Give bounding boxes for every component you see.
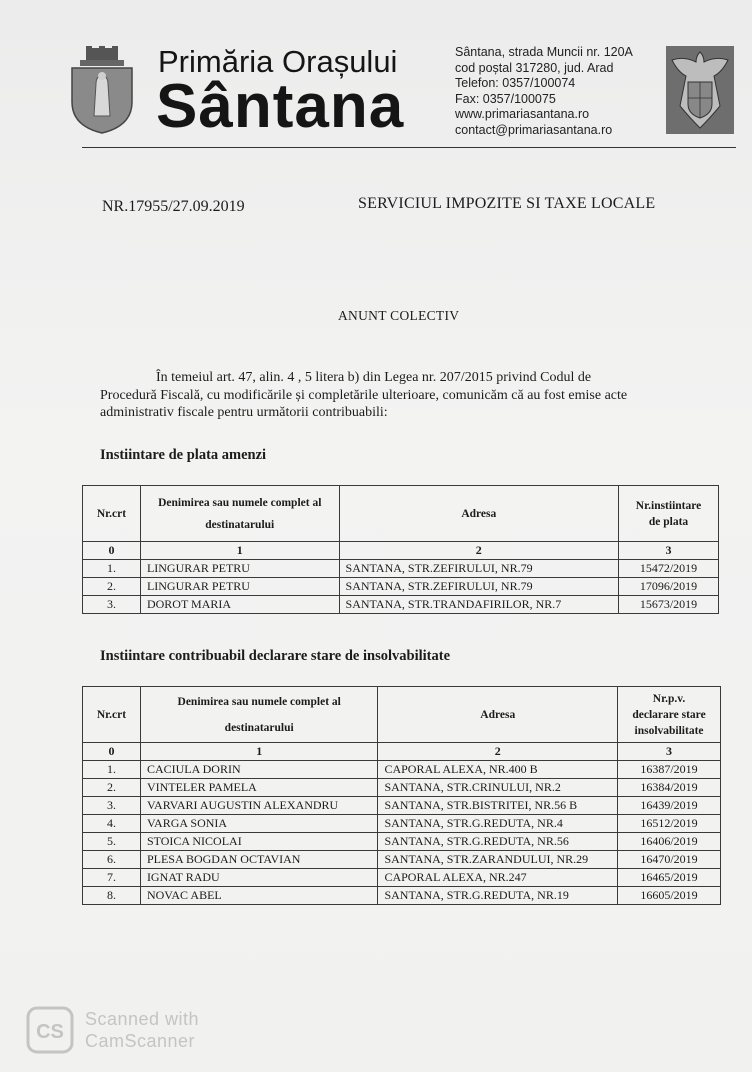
index-cell: 3 <box>618 743 721 761</box>
row-number: 1. <box>83 560 141 578</box>
santana-coat-of-arms-icon <box>68 46 136 134</box>
row-number: 2. <box>83 578 141 596</box>
table-row <box>83 797 721 815</box>
row-address: SANTANA, STR.ZARANDULUI, NR.29 <box>378 851 618 869</box>
header-address: Adresa <box>339 486 619 542</box>
row-doc-number: 16512/2019 <box>618 815 721 833</box>
header-nr-crt: Nr.crt <box>83 687 141 743</box>
table-row <box>83 578 719 596</box>
intro-line-2: Procedură Fiscală, cu modificările și completările ulterioare, comunicăm că au fost emise acte <box>100 387 628 403</box>
row-name: PLESA BOGDAN OCTAVIAN <box>140 851 378 869</box>
row-doc-number: 15472/2019 <box>619 560 719 578</box>
announcement-title: ANUNT COLECTIV <box>338 308 460 323</box>
table-index-row <box>83 743 721 761</box>
row-name: DOROT MARIA <box>140 596 339 614</box>
row-address: SANTANA, STR.G.REDUTA, NR.19 <box>378 887 618 905</box>
header-doc-line1: Nr.instiintare <box>635 499 702 512</box>
header-doc-line2: de plata <box>648 515 689 528</box>
contact-fax: Fax: 0357/100075 <box>455 91 556 106</box>
row-address: SANTANA, STR.G.REDUTA, NR.4 <box>378 815 618 833</box>
row-number: 3. <box>83 596 141 614</box>
row-address: SANTANA, STR.ZEFIRULUI, NR.79 <box>339 578 619 596</box>
insolvency-table <box>82 686 721 905</box>
header-doc-number <box>619 486 719 542</box>
row-name: CACIULA DORIN <box>140 761 378 779</box>
index-cell: 1 <box>140 743 378 761</box>
romania-coat-of-arms-icon <box>666 46 734 134</box>
row-name: LINGURAR PETRU <box>140 560 339 578</box>
index-cell: 0 <box>83 743 141 761</box>
row-number: 2. <box>83 779 141 797</box>
row-number: 4. <box>83 815 141 833</box>
table-row <box>83 815 721 833</box>
row-doc-number: 16384/2019 <box>618 779 721 797</box>
index-cell: 2 <box>378 743 618 761</box>
table-row <box>83 887 721 905</box>
contact-postal: cod poștal 317280, jud. Arad <box>455 60 614 75</box>
header-doc-line3: insolvabilitate <box>634 724 704 737</box>
header-name-line2: destinatarului <box>205 518 275 531</box>
row-number: 5. <box>83 833 141 851</box>
row-address: SANTANA, STR.ZEFIRULUI, NR.79 <box>339 560 619 578</box>
index-cell: 1 <box>140 542 339 560</box>
table-index-row <box>83 542 719 560</box>
watermark-line1: Scanned with <box>85 1009 200 1029</box>
row-number: 7. <box>83 869 141 887</box>
table-row <box>83 761 721 779</box>
header-name-line1: Denimirea sau numele complet al <box>177 695 341 708</box>
row-address: CAPORAL ALEXA, NR.400 B <box>378 761 618 779</box>
header-name <box>140 486 339 542</box>
row-doc-number: 16605/2019 <box>618 887 721 905</box>
intro-line-3: administrativ fiscale pentru următorii contribuabili: <box>100 405 388 420</box>
table-header-row <box>83 486 719 542</box>
row-name: LINGURAR PETRU <box>140 578 339 596</box>
table-row <box>83 596 719 614</box>
contact-email: contact@primariasantana.ro <box>455 122 613 137</box>
row-doc-number: 15673/2019 <box>619 596 719 614</box>
row-doc-number: 16406/2019 <box>618 833 721 851</box>
header-doc-number <box>618 687 721 743</box>
row-doc-number: 16439/2019 <box>618 797 721 815</box>
section2-title: Instiintare contribuabil declarare stare de insolvabilitate <box>100 648 451 664</box>
header-doc-line1: Nr.p.v. <box>652 692 686 705</box>
header-nr-crt: Nr.crt <box>83 486 141 542</box>
row-address: SANTANA, STR.TRANDAFIRILOR, NR.7 <box>339 596 619 614</box>
contact-address: Sântana, strada Muncii nr. 120A <box>455 45 633 59</box>
row-name: IGNAT RADU <box>140 869 378 887</box>
row-number: 6. <box>83 851 141 869</box>
header-name <box>140 687 378 743</box>
row-number: 1. <box>83 761 141 779</box>
table-row <box>83 851 721 869</box>
header-doc-line2: declarare stare <box>632 708 706 721</box>
header-title-line1: Primăria Orașului <box>158 44 398 79</box>
header-divider <box>82 147 736 148</box>
contact-website: www.primariasantana.ro <box>455 107 590 121</box>
header-title-line2: Sântana <box>156 72 405 141</box>
header-name-line1: Denimirea sau numele complet al <box>158 496 322 509</box>
service-name: SERVICIUL IMPOZITE SI TAXE LOCALE <box>358 195 656 212</box>
row-number: 8. <box>83 887 141 905</box>
camscanner-watermark-text <box>85 1008 199 1052</box>
intro-line-1: În temeiul art. 47, alin. 4 , 5 litera b) din Legea nr. 207/2015 privind Codul de <box>156 370 592 385</box>
row-name: VARVARI AUGUSTIN ALEXANDRU <box>140 797 378 815</box>
table-row <box>83 869 721 887</box>
header-address: Adresa <box>378 687 618 743</box>
row-doc-number: 16470/2019 <box>618 851 721 869</box>
camscanner-logo-icon <box>26 1006 74 1059</box>
table-row <box>83 560 719 578</box>
header-contact-block <box>455 45 633 138</box>
row-name: VARGA SONIA <box>140 815 378 833</box>
table-row <box>83 833 721 851</box>
row-name: STOICA NICOLAI <box>140 833 378 851</box>
fines-table <box>82 485 719 614</box>
contact-phone: Telefon: 0357/100074 <box>455 76 576 90</box>
table-header-row <box>83 687 721 743</box>
section1-title: Instiintare de plata amenzi <box>100 447 267 463</box>
row-address: SANTANA, STR.BISTRITEI, NR.56 B <box>378 797 618 815</box>
row-doc-number: 17096/2019 <box>619 578 719 596</box>
header-name-line2: destinatarului <box>224 721 294 734</box>
row-number: 3. <box>83 797 141 815</box>
watermark-line2: CamScanner <box>85 1031 196 1051</box>
document-number: NR.17955/27.09.2019 <box>102 198 245 215</box>
index-cell: 2 <box>339 542 619 560</box>
row-doc-number: 16465/2019 <box>618 869 721 887</box>
index-cell: 3 <box>619 542 719 560</box>
row-address: SANTANA, STR.G.REDUTA, NR.56 <box>378 833 618 851</box>
row-address: SANTANA, STR.CRINULUI, NR.2 <box>378 779 618 797</box>
camscanner-logo-text: CS <box>36 1021 64 1043</box>
intro-paragraph <box>100 369 660 422</box>
row-name: NOVAC ABEL <box>140 887 378 905</box>
row-name: VINTELER PAMELA <box>140 779 378 797</box>
row-address: CAPORAL ALEXA, NR.247 <box>378 869 618 887</box>
row-doc-number: 16387/2019 <box>618 761 721 779</box>
index-cell: 0 <box>83 542 141 560</box>
table-row <box>83 779 721 797</box>
